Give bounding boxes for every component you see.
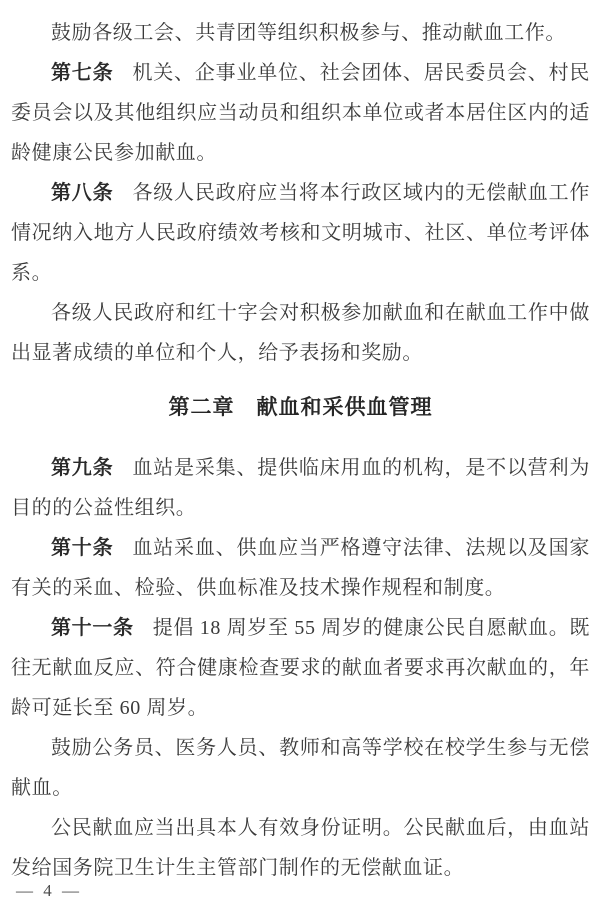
article-label: 第八条 [51, 182, 114, 204]
paragraph [11, 293, 590, 373]
paragraph-text: 提倡 18 周岁至 55 周岁的健康公民自愿献血。既往无献血反应、符合健康检查要求的献血者要求再次献血的，年龄可延长至 60 周岁。 [11, 617, 590, 719]
chapter-heading-text: 第二章 献血和采供血管理 [168, 395, 433, 419]
paragraph-article-7 [11, 53, 590, 173]
paragraph-article-8 [11, 173, 590, 293]
paragraph-text: 鼓励公务员、医务人员、教师和高等学校在校学生参与无偿献血。 [11, 737, 590, 799]
article-label: 第七条 [51, 62, 114, 84]
chapter-heading [11, 387, 590, 427]
paragraph-text: 各级人民政府和红十字会对积极参加献血和在献血工作中做出显著成绩的单位和个人，给予表扬和奖励。 [11, 302, 590, 364]
paragraph-article-11 [11, 608, 590, 728]
paragraph-text: 公民献血应当出具本人有效身份证明。公民献血后，由血站发给国务院卫生计生主管部门制作的无偿献血证。 [11, 817, 590, 879]
article-label: 第十条 [51, 537, 114, 559]
paragraph-text: 机关、企事业单位、社会团体、居民委员会、村民委员会以及其他组织应当动员和组织本单位或者本居住区内的适龄健康公民参加献血。 [11, 62, 590, 164]
paragraph [11, 728, 590, 808]
article-label: 第十一条 [51, 617, 134, 639]
article-label: 第九条 [51, 457, 114, 479]
paragraph-article-10 [11, 528, 590, 608]
paragraph-text: 血站采血、供血应当严格遵守法律、法规以及国家有关的采血、检验、供血标准及技术操作规程和制度。 [11, 537, 590, 599]
paragraph-text: 鼓励各级工会、共青团等组织积极参与、推动献血工作。 [51, 22, 566, 44]
paragraph [11, 808, 590, 888]
paragraph [11, 13, 590, 53]
paragraph-text: 血站是采集、提供临床用血的机构，是不以营利为目的的公益性组织。 [11, 457, 590, 519]
page-number: — 4 — [16, 881, 82, 900]
paragraph-article-9 [11, 448, 590, 528]
paragraph-text: 各级人民政府应当将本行政区域内的无偿献血工作情况纳入地方人民政府绩效考核和文明城市、社区、单位考评体系。 [11, 182, 590, 284]
